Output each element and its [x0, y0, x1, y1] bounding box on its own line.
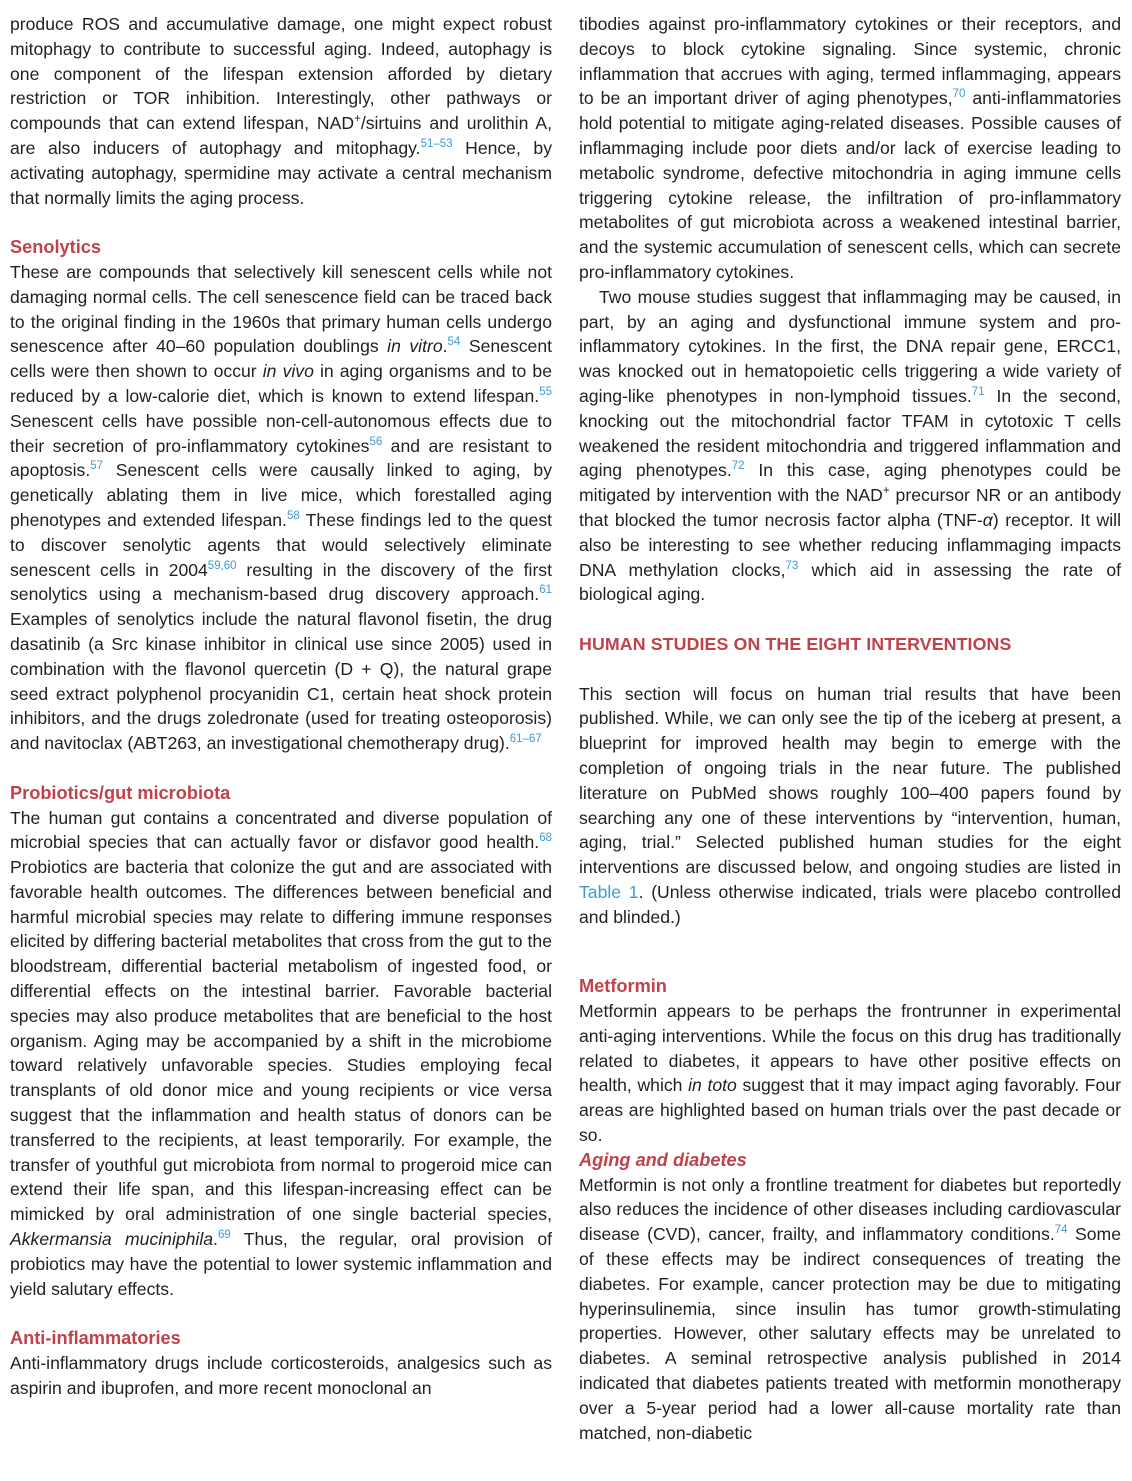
text-run: . (Unless otherwise indicated, trials were placebo controlled and blinded.) — [579, 881, 1121, 927]
citation-reference[interactable]: 74 — [1054, 1224, 1068, 1237]
text-run: These are compounds that selectively kill senescent cells while not damaging normal cells. The cell senescence field can be traced back to the original finding in the 1960s that primary human cells undergo senescence after 40–60 population doublings — [10, 261, 552, 357]
text-run: resulting in the discovery of the first senolytics using a mechanism-based drug discovery approach. — [10, 559, 552, 605]
text-run: precursor NR or an antibody that blocked the tumor necrosis factor alpha (TNF- — [579, 485, 1121, 530]
text-run: Metformin — [579, 976, 667, 997]
citation-reference[interactable]: 71 — [971, 385, 985, 398]
text-run: and are resistant to apoptosis. — [10, 435, 552, 481]
text-run: Probiotics are bacteria that colonize the gut and are associated with favorable health outcomes. The differences between beneficial and harmful microbial species may relate to differing immune responses elicited by differing bacterial metabolites that cross from the gut to the bloodstream, differential bacterial metabolism of ingested food, or differential effects on the intestinal barrier. Favorable bacterial species may also produce metabolites that are beneficial to the host organism. Aging may be accompanied by a shift in the microbiome toward relatively unfavorable species. Studies employing fecal transplants of old donor mice and young recipients or vice versa suggest that the inflammation and health status of donors can be transferred to the recipients, at least temporarily. For example, the transfer of youthful gut microbiota from normal to progeroid mice can extend their life span, and this lifespan-increasing effect can be mimicked by oral administration of one single bacterial species, — [10, 857, 552, 1225]
body-paragraph — [579, 682, 1121, 930]
text-run: anti-inflammatories hold potential to mitigate aging-related diseases. Possible causes of inflammaging include poor diets and/or lack of exercise leading to metabolic syndrome, defective mitochondria in aging immune cells triggering cytokine release, the infiltration of pro-inflammatory metabolites of gut microbiota across a weakened intestinal barrier, and the systemic accumulation of senescent cells, which can secrete pro-inflammatory cytokines. — [579, 88, 1121, 282]
text-run: which aid in assessing the rate of biological aging. — [579, 559, 1121, 605]
body-paragraph — [10, 260, 552, 756]
italic-text: in vitro — [387, 336, 443, 357]
text-run: Aging and diabetes — [579, 1149, 747, 1170]
block-spacer — [10, 1301, 552, 1326]
citation-reference[interactable]: 70 — [952, 88, 966, 101]
section-subheading — [579, 974, 1121, 999]
superscript: + — [882, 485, 890, 498]
text-run: The human gut contains a concentrated and diverse population of microbial species that can actually favor or disfavor good health. — [10, 807, 552, 853]
text-run: HUMAN STUDIES ON THE EIGHT INTERVENTIONS — [579, 633, 1012, 654]
citation-reference[interactable]: 59,60 — [207, 559, 237, 572]
block-spacer — [579, 607, 1121, 632]
left-column — [10, 12, 552, 1401]
section-subheading — [10, 1326, 552, 1351]
italic-text: α — [982, 509, 993, 530]
text-run: /sirtuins and urolithin A, are also inducers of autophagy and mitophagy. — [10, 113, 552, 158]
block-spacer — [10, 756, 552, 781]
section-subheading — [10, 781, 552, 806]
text-run: tibodies against pro-inflammatory cytokines or their receptors, and decoys to block cytokine signaling. Since systemic, chronic inflammation that accrues with aging, termed inflammaging, appears to be an important driver of aging phenotypes, — [579, 14, 1121, 109]
text-run: Senolytics — [10, 237, 101, 258]
text-run: Metformin is not only a frontline treatment for diabetes but reportedly also reduces the incidence of other diseases including cardiovascular disease (CVD), cancer, frailty, and inflammatory conditions. — [579, 1174, 1121, 1245]
text-run: Some of these effects may be indirect consequences of treating the diabetes. For example, cancer protection may be due to mitigating hyperinsulinemia, since insulin has tumor growth-stimulating properties. However, other salutary effects may be unrelated to diabetes. A seminal retrospective analysis published in 2014 indicated that diabetes patients treated with metformin monotherapy over a 5-year period had a lower all-cause mortality rate than matched, non-diabetic — [579, 1224, 1121, 1443]
text-run: Thus, the regular, oral provision of probiotics may have the potential to lower systemic inflammation and yield salutary effects. — [10, 1229, 552, 1299]
body-paragraph — [10, 806, 552, 1302]
text-run: Hence, by activating autophagy, spermidine may activate a central mechanism that normally limits the aging process. — [10, 137, 553, 208]
italic-text: in toto — [688, 1075, 737, 1096]
text-run: Anti-inflammatories — [10, 1328, 181, 1349]
citation-reference[interactable]: 61 — [539, 584, 552, 597]
text-run: Probiotics/gut microbiota — [10, 782, 231, 803]
citation-reference[interactable]: 58 — [286, 509, 300, 522]
body-paragraph — [579, 12, 1121, 285]
subsection-heading — [579, 1148, 1121, 1173]
citation-reference[interactable]: 68 — [539, 832, 552, 845]
text-run: Two mouse studies suggest that inflammaging may be caused, in part, by an aging and dysfunctional immune system and pro-inflammatory cytokines. In the first, the DNA repair gene, ERCC1, was knocked out in hematopoietic cells triggering a wide variety of aging-like phenotypes in non-lymphoid tissues. — [579, 286, 1121, 406]
italic-text: in vivo — [262, 361, 314, 382]
text-run: produce ROS and accumulative damage, one might expect robust mitophagy to contribute to successful aging. Indeed, autophagy is one component of the lifespan extension afforded by dietary restriction or TOR inhibition. Interestingly, other pathways or compounds that can extend lifespan, NAD — [10, 14, 552, 134]
italic-text: Akkermansia muciniphila — [10, 1229, 214, 1250]
body-paragraph — [579, 285, 1121, 607]
text-run: Anti-inflammatory drugs include corticosteroids, analgesics such as aspirin and ibuprofen, and more recent monoclonal an — [10, 1353, 552, 1398]
text-run: In this case, aging phenotypes could be mitigated by intervention with the NAD — [579, 460, 1121, 506]
text-run: ) receptor. It will also be interesting to see whether reducing inflammaging impacts DNA methylation clocks, — [579, 509, 1121, 580]
citation-reference[interactable]: 57 — [90, 460, 103, 473]
block-spacer — [579, 929, 1121, 954]
superscript: + — [354, 113, 361, 126]
citation-reference[interactable]: 72 — [731, 460, 745, 473]
citation-reference[interactable]: 69 — [217, 1229, 231, 1242]
text-run: These findings led to the quest to discover senolytic agents that would selectively eliminate senescent cells in 2004 — [10, 509, 553, 580]
table-link[interactable]: Table 1 — [579, 881, 639, 902]
body-paragraph — [10, 1351, 552, 1401]
body-paragraph — [10, 12, 552, 210]
citation-reference[interactable]: 56 — [369, 435, 383, 448]
citation-reference[interactable]: 61–67 — [509, 733, 542, 746]
text-run: Metformin appears to be perhaps the frontrunner in experimental anti-aging interventions. While the focus on this drug has traditionally related to diabetes, it appears to have other positive effects on health, which — [579, 1001, 1121, 1096]
right-column — [579, 12, 1121, 1445]
text-run: . — [442, 336, 448, 357]
text-run: Senescent cells were then shown to occur — [10, 336, 552, 382]
body-paragraph — [579, 1173, 1121, 1446]
text-run: Senescent cells were causally linked to aging, by genetically ablating them in live mice, which forestalled aging phenotypes and extended lifespan. — [10, 460, 552, 530]
text-run: Senescent cells have possible non-cell-autonomous effects due to their secretion of pro-inflammatory cytokines — [10, 410, 552, 456]
text-run: suggest that it may impact aging favorably. Four areas are highlighted based on human trials over the past decade or so. — [579, 1075, 1121, 1146]
text-run: Examples of senolytics include the natural flavonol fisetin, the drug dasatinib (a Src kinase inhibitor in clinical use since 2005) used in combination with the flavonol quercetin (D + Q), the natural grape seed extract polyphenol procyanidin C1, certain heat shock protein inhibitors, and the drugs zoledronate (used for treating osteoporosis) and navitoclax (ABT263, an investigational chemotherapy drug). — [10, 609, 552, 754]
block-spacer — [10, 210, 552, 235]
text-run: This section will focus on human trial results that have been published. While, we can only see the tip of the iceberg at present, a blueprint for improved health may begin to emerge with the completion of ongoing trials in the near future. The published literature on PubMed shows roughly 100–400 papers found by searching any one of these interventions by “intervention, human, aging, trial.” Selected published human studies for the eight interventions are discussed below, and ongoing studies are listed in — [579, 683, 1121, 878]
citation-reference[interactable]: 51–53 — [420, 137, 453, 150]
block-spacer — [579, 954, 1121, 974]
text-run: . — [213, 1229, 218, 1250]
block-spacer — [579, 657, 1121, 682]
citation-reference[interactable]: 73 — [785, 559, 799, 572]
citation-reference[interactable]: 54 — [447, 336, 461, 349]
text-run: in aging organisms and to be reduced by a low-calorie diet, which is known to extend lifespan. — [10, 361, 552, 406]
text-run: In the second, knocking out the mitochondrial factor TFAM in cytotoxic T cells weakened the resident mitochondria and triggered inflammation and aging phenotypes. — [579, 385, 1122, 481]
body-paragraph — [579, 999, 1121, 1148]
section-heading — [579, 632, 1121, 657]
section-subheading — [10, 235, 552, 260]
citation-reference[interactable]: 55 — [539, 385, 552, 398]
